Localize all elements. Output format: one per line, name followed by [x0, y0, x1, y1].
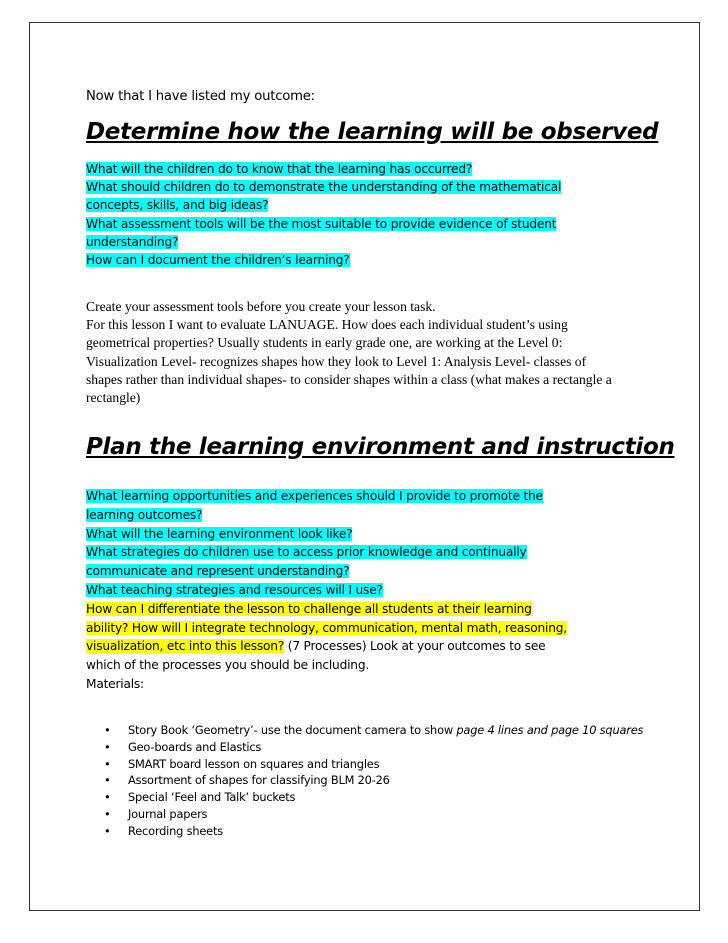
paragraph-line: shapes rather than individual shapes- to consider shapes within a class (what makes a rectangle a [86, 371, 612, 387]
list-item: • Recording sheets [104, 823, 223, 838]
processes-text: (7 Processes) Look at your outcomes to see [284, 639, 546, 654]
processes-text: which of the processes you should be including. [86, 658, 370, 673]
section-heading-observation: Determine how the learning will be observed [86, 119, 659, 145]
differentiation-line: ability? How will I integrate technology, communication, mental math, reasoning, [86, 620, 567, 635]
question-line: understanding? [86, 234, 179, 249]
list-item: • Geo-boards and Elastics [104, 739, 262, 754]
question-line: What teaching strategies and resources will I use? [86, 582, 383, 597]
materials-list [86, 722, 643, 840]
differentiation-line: visualization, etc into this lesson? [86, 639, 285, 654]
bullet-icon: • [104, 723, 111, 737]
bullet-icon: • [104, 773, 111, 788]
differentiation-line: How can I differentiate the lesson to challenge all students at their learning [86, 601, 532, 616]
question-line: learning outcomes? [86, 507, 203, 522]
list-item: • Story Book ‘Geometry’- use the document camera to show page 4 lines and page 10 squares [104, 723, 644, 737]
list-item: • Assortment of shapes for classifying BLM 20-26 [104, 773, 390, 788]
paragraph-line: For this lesson I want to evaluate LANUAGE. How does each individual student’s using [86, 317, 568, 333]
question-line: What will the children do to know that the learning has occurred? [86, 162, 473, 176]
paragraph-line: Visualization Level- recognizes shapes how they look to Level 1: Analysis Level- classes of [86, 353, 587, 369]
question-line: communicate and represent understanding? [86, 564, 350, 579]
environment-questions [86, 487, 567, 694]
question-line: How can I document the children’s learning? [86, 253, 350, 268]
list-item: • SMART board lesson on squares and triangles [104, 756, 380, 771]
bullet-icon: • [104, 739, 111, 754]
question-line: What will the learning environment look like? [86, 526, 353, 541]
paragraph-line: geometrical properties? Usually students in early grade one, are working at the Level 0: [86, 335, 563, 351]
paragraph-line: rectangle) [86, 390, 141, 406]
materials-label: Materials: [86, 676, 144, 691]
list-item: • Journal papers [104, 806, 208, 821]
observation-questions [86, 160, 561, 269]
list-item: • Special ‘Feel and Talk’ buckets [104, 790, 296, 805]
assessment-paragraph [86, 298, 612, 407]
question-line: What learning opportunities and experiences should I provide to promote the [86, 489, 543, 503]
question-line: What assessment tools will be the most suitable to provide evidence of student [86, 216, 557, 231]
intro-text: Now that I have listed my outcome: [86, 89, 315, 104]
bullet-icon: • [104, 756, 111, 771]
question-line: What strategies do children use to access prior knowledge and continually [86, 545, 527, 560]
question-line: What should children do to demonstrate the understanding of the mathematical [86, 180, 562, 195]
section-heading-environment: Plan the learning environment and instruction [86, 434, 675, 460]
question-line: concepts, skills, and big ideas? [86, 198, 269, 213]
paragraph-line: Create your assessment tools before you create your lesson task. [86, 299, 436, 314]
bullet-icon: • [104, 823, 111, 838]
bullet-icon: • [104, 790, 111, 805]
bullet-icon: • [104, 806, 111, 821]
